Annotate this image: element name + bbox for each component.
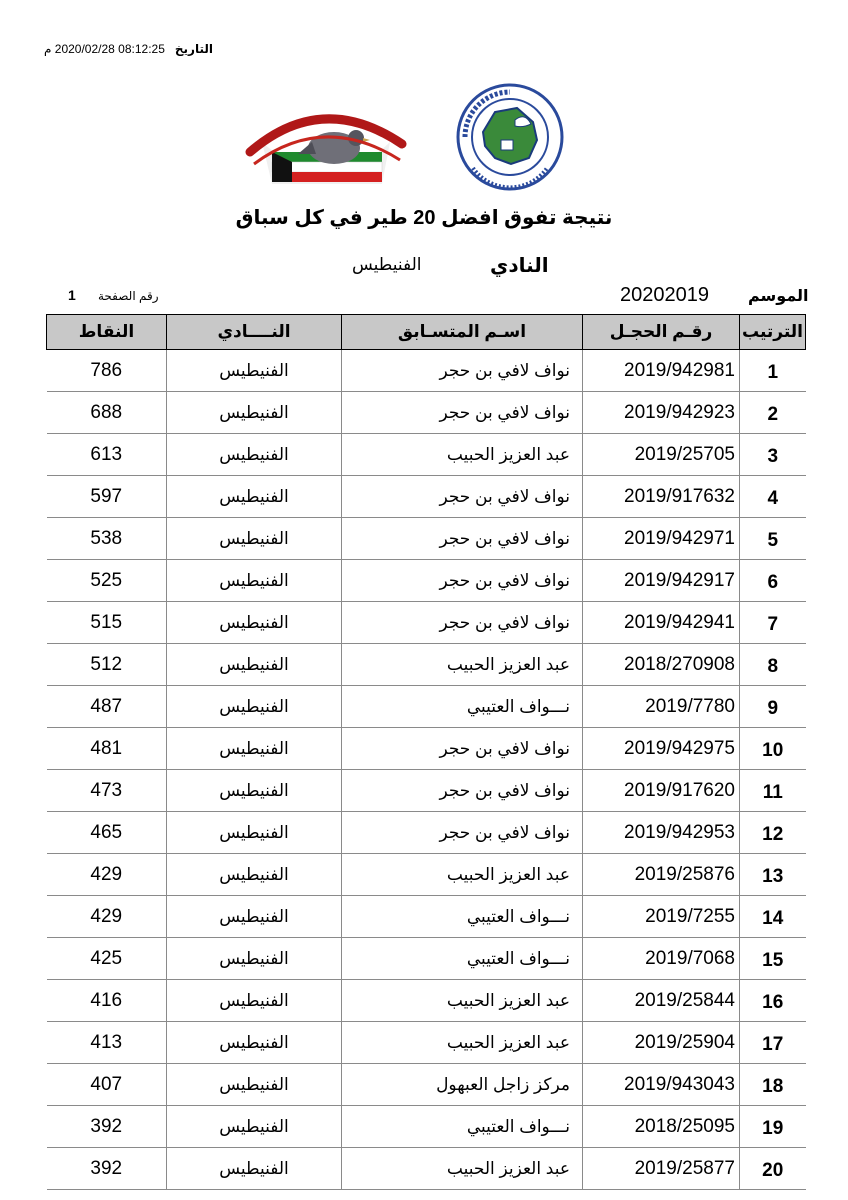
- points-cell: 515: [47, 602, 167, 644]
- ring-cell: 2019/942941: [583, 602, 740, 644]
- table-row: [47, 602, 806, 644]
- points-cell: 525: [47, 560, 167, 602]
- points-cell: 487: [47, 686, 167, 728]
- participant-cell: نواف لافي بن حجر: [342, 770, 583, 812]
- participant-cell: عبد العزيز الحبيب: [342, 644, 583, 686]
- club-cell: الفنيطيس: [167, 812, 342, 854]
- points-cell: 429: [47, 896, 167, 938]
- table-row: [47, 644, 806, 686]
- header-ring-number: رقـم الحجـل: [583, 315, 740, 350]
- federation-logo: [455, 82, 565, 192]
- results-table: [46, 314, 806, 1190]
- table-row: [47, 980, 806, 1022]
- table-row: [47, 434, 806, 476]
- rank-cell: 17: [740, 1022, 806, 1064]
- club-cell: الفنيطيس: [167, 728, 342, 770]
- club-cell: الفنيطيس: [167, 896, 342, 938]
- ring-cell: 2019/25705: [583, 434, 740, 476]
- table-row: [47, 392, 806, 434]
- rank-cell: 4: [740, 476, 806, 518]
- rank-cell: 15: [740, 938, 806, 980]
- participant-cell: نواف لافي بن حجر: [342, 392, 583, 434]
- points-cell: 786: [47, 350, 167, 392]
- club-logo-graphic: [232, 82, 418, 188]
- table-row: [47, 1022, 806, 1064]
- rank-cell: 19: [740, 1106, 806, 1148]
- table-header-row: [47, 315, 806, 350]
- ring-cell: 2019/25876: [583, 854, 740, 896]
- rank-cell: 14: [740, 896, 806, 938]
- table-row: [47, 770, 806, 812]
- rank-cell: 7: [740, 602, 806, 644]
- print-date: [44, 42, 213, 56]
- club-cell: الفنيطيس: [167, 770, 342, 812]
- club-cell: الفنيطيس: [167, 392, 342, 434]
- rank-cell: 2: [740, 392, 806, 434]
- points-cell: 407: [47, 1064, 167, 1106]
- club-cell: الفنيطيس: [167, 938, 342, 980]
- rank-cell: 10: [740, 728, 806, 770]
- participant-cell: نـــواف العتيبي: [342, 1106, 583, 1148]
- ring-cell: 2019/25877: [583, 1148, 740, 1190]
- page-number-value: 1: [68, 287, 76, 303]
- rank-cell: 11: [740, 770, 806, 812]
- participant-cell: عبد العزيز الحبيب: [342, 854, 583, 896]
- club-cell: الفنيطيس: [167, 434, 342, 476]
- participant-cell: عبد العزيز الحبيب: [342, 434, 583, 476]
- header-rank: الترتيب: [740, 315, 806, 350]
- table-row: [47, 350, 806, 392]
- ring-cell: 2019/942953: [583, 812, 740, 854]
- table-row: [47, 1106, 806, 1148]
- club-cell: الفنيطيس: [167, 854, 342, 896]
- date-label: التاريخ: [174, 42, 213, 56]
- table-row: [47, 686, 806, 728]
- club-cell: الفنيطيس: [167, 644, 342, 686]
- points-cell: 512: [47, 644, 167, 686]
- participant-cell: نواف لافي بن حجر: [342, 476, 583, 518]
- participant-cell: نواف لافي بن حجر: [342, 812, 583, 854]
- participant-cell: نواف لافي بن حجر: [342, 350, 583, 392]
- points-cell: 392: [47, 1106, 167, 1148]
- ring-cell: 2019/917620: [583, 770, 740, 812]
- club-cell: الفنيطيس: [167, 518, 342, 560]
- rank-cell: 20: [740, 1148, 806, 1190]
- season-value: 20202019: [620, 284, 709, 306]
- participant-cell: عبد العزيز الحبيب: [342, 1022, 583, 1064]
- club-cell: الفنيطيس: [167, 1022, 342, 1064]
- club-label: النادي: [490, 255, 549, 277]
- federation-logo-graphic: [455, 82, 565, 192]
- club-cell: الفنيطيس: [167, 1148, 342, 1190]
- ring-cell: 2019/25904: [583, 1022, 740, 1064]
- club-value: الفنيطيس: [352, 255, 422, 274]
- header-participant: اسـم المتسـابق: [342, 315, 583, 350]
- ring-cell: 2019/942923: [583, 392, 740, 434]
- participant-cell: نواف لافي بن حجر: [342, 602, 583, 644]
- points-cell: 481: [47, 728, 167, 770]
- rank-cell: 8: [740, 644, 806, 686]
- points-cell: 688: [47, 392, 167, 434]
- rank-cell: 3: [740, 434, 806, 476]
- rank-cell: 12: [740, 812, 806, 854]
- club-cell: الفنيطيس: [167, 350, 342, 392]
- points-cell: 429: [47, 854, 167, 896]
- header-points: النقاط: [47, 315, 167, 350]
- club-cell: الفنيطيس: [167, 1106, 342, 1148]
- table-row: [47, 854, 806, 896]
- ring-cell: 2018/270908: [583, 644, 740, 686]
- club-cell: الفنيطيس: [167, 602, 342, 644]
- points-cell: 538: [47, 518, 167, 560]
- points-cell: 425: [47, 938, 167, 980]
- club-logo: [232, 82, 418, 188]
- rank-cell: 18: [740, 1064, 806, 1106]
- participant-cell: نـــواف العتيبي: [342, 896, 583, 938]
- ring-cell: 2019/7780: [583, 686, 740, 728]
- ring-cell: 2019/942975: [583, 728, 740, 770]
- points-cell: 613: [47, 434, 167, 476]
- ring-cell: 2019/7068: [583, 938, 740, 980]
- rank-cell: 9: [740, 686, 806, 728]
- header-club: النــــادي: [167, 315, 342, 350]
- report-title: نتيجة تفوق افضل 20 طير في كل سباق: [235, 207, 613, 229]
- club-cell: الفنيطيس: [167, 476, 342, 518]
- rank-cell: 13: [740, 854, 806, 896]
- date-value: 08:12:25 2020/02/28 م: [44, 42, 165, 56]
- club-cell: الفنيطيس: [167, 980, 342, 1022]
- table-row: [47, 518, 806, 560]
- season-label: الموسم: [748, 288, 809, 305]
- ring-cell: 2019/942981: [583, 350, 740, 392]
- club-cell: الفنيطيس: [167, 686, 342, 728]
- participant-cell: نـــواف العتيبي: [342, 938, 583, 980]
- table-row: [47, 1148, 806, 1190]
- participant-cell: نـــواف العتيبي: [342, 686, 583, 728]
- participant-cell: مركز زاجل العبهول: [342, 1064, 583, 1106]
- club-cell: الفنيطيس: [167, 560, 342, 602]
- ring-cell: 2018/25095: [583, 1106, 740, 1148]
- club-cell: الفنيطيس: [167, 1064, 342, 1106]
- table-row: [47, 896, 806, 938]
- points-cell: 392: [47, 1148, 167, 1190]
- table-row: [47, 560, 806, 602]
- rank-cell: 1: [740, 350, 806, 392]
- participant-cell: عبد العزيز الحبيب: [342, 980, 583, 1022]
- table-row: [47, 1064, 806, 1106]
- rank-cell: 16: [740, 980, 806, 1022]
- participant-cell: نواف لافي بن حجر: [342, 518, 583, 560]
- table-row: [47, 812, 806, 854]
- participant-cell: نواف لافي بن حجر: [342, 560, 583, 602]
- points-cell: 416: [47, 980, 167, 1022]
- ring-cell: 2019/25844: [583, 980, 740, 1022]
- ring-cell: 2019/7255: [583, 896, 740, 938]
- ring-cell: 2019/943043: [583, 1064, 740, 1106]
- ring-cell: 2019/942917: [583, 560, 740, 602]
- participant-cell: نواف لافي بن حجر: [342, 728, 583, 770]
- table-row: [47, 476, 806, 518]
- table-row: [47, 728, 806, 770]
- participant-cell: عبد العزيز الحبيب: [342, 1148, 583, 1190]
- points-cell: 597: [47, 476, 167, 518]
- ring-cell: 2019/942971: [583, 518, 740, 560]
- ring-cell: 2019/917632: [583, 476, 740, 518]
- points-cell: 473: [47, 770, 167, 812]
- rank-cell: 5: [740, 518, 806, 560]
- points-cell: 465: [47, 812, 167, 854]
- rank-cell: 6: [740, 560, 806, 602]
- table-row: [47, 938, 806, 980]
- points-cell: 413: [47, 1022, 167, 1064]
- page-number-label: رقم الصفحة: [98, 289, 159, 303]
